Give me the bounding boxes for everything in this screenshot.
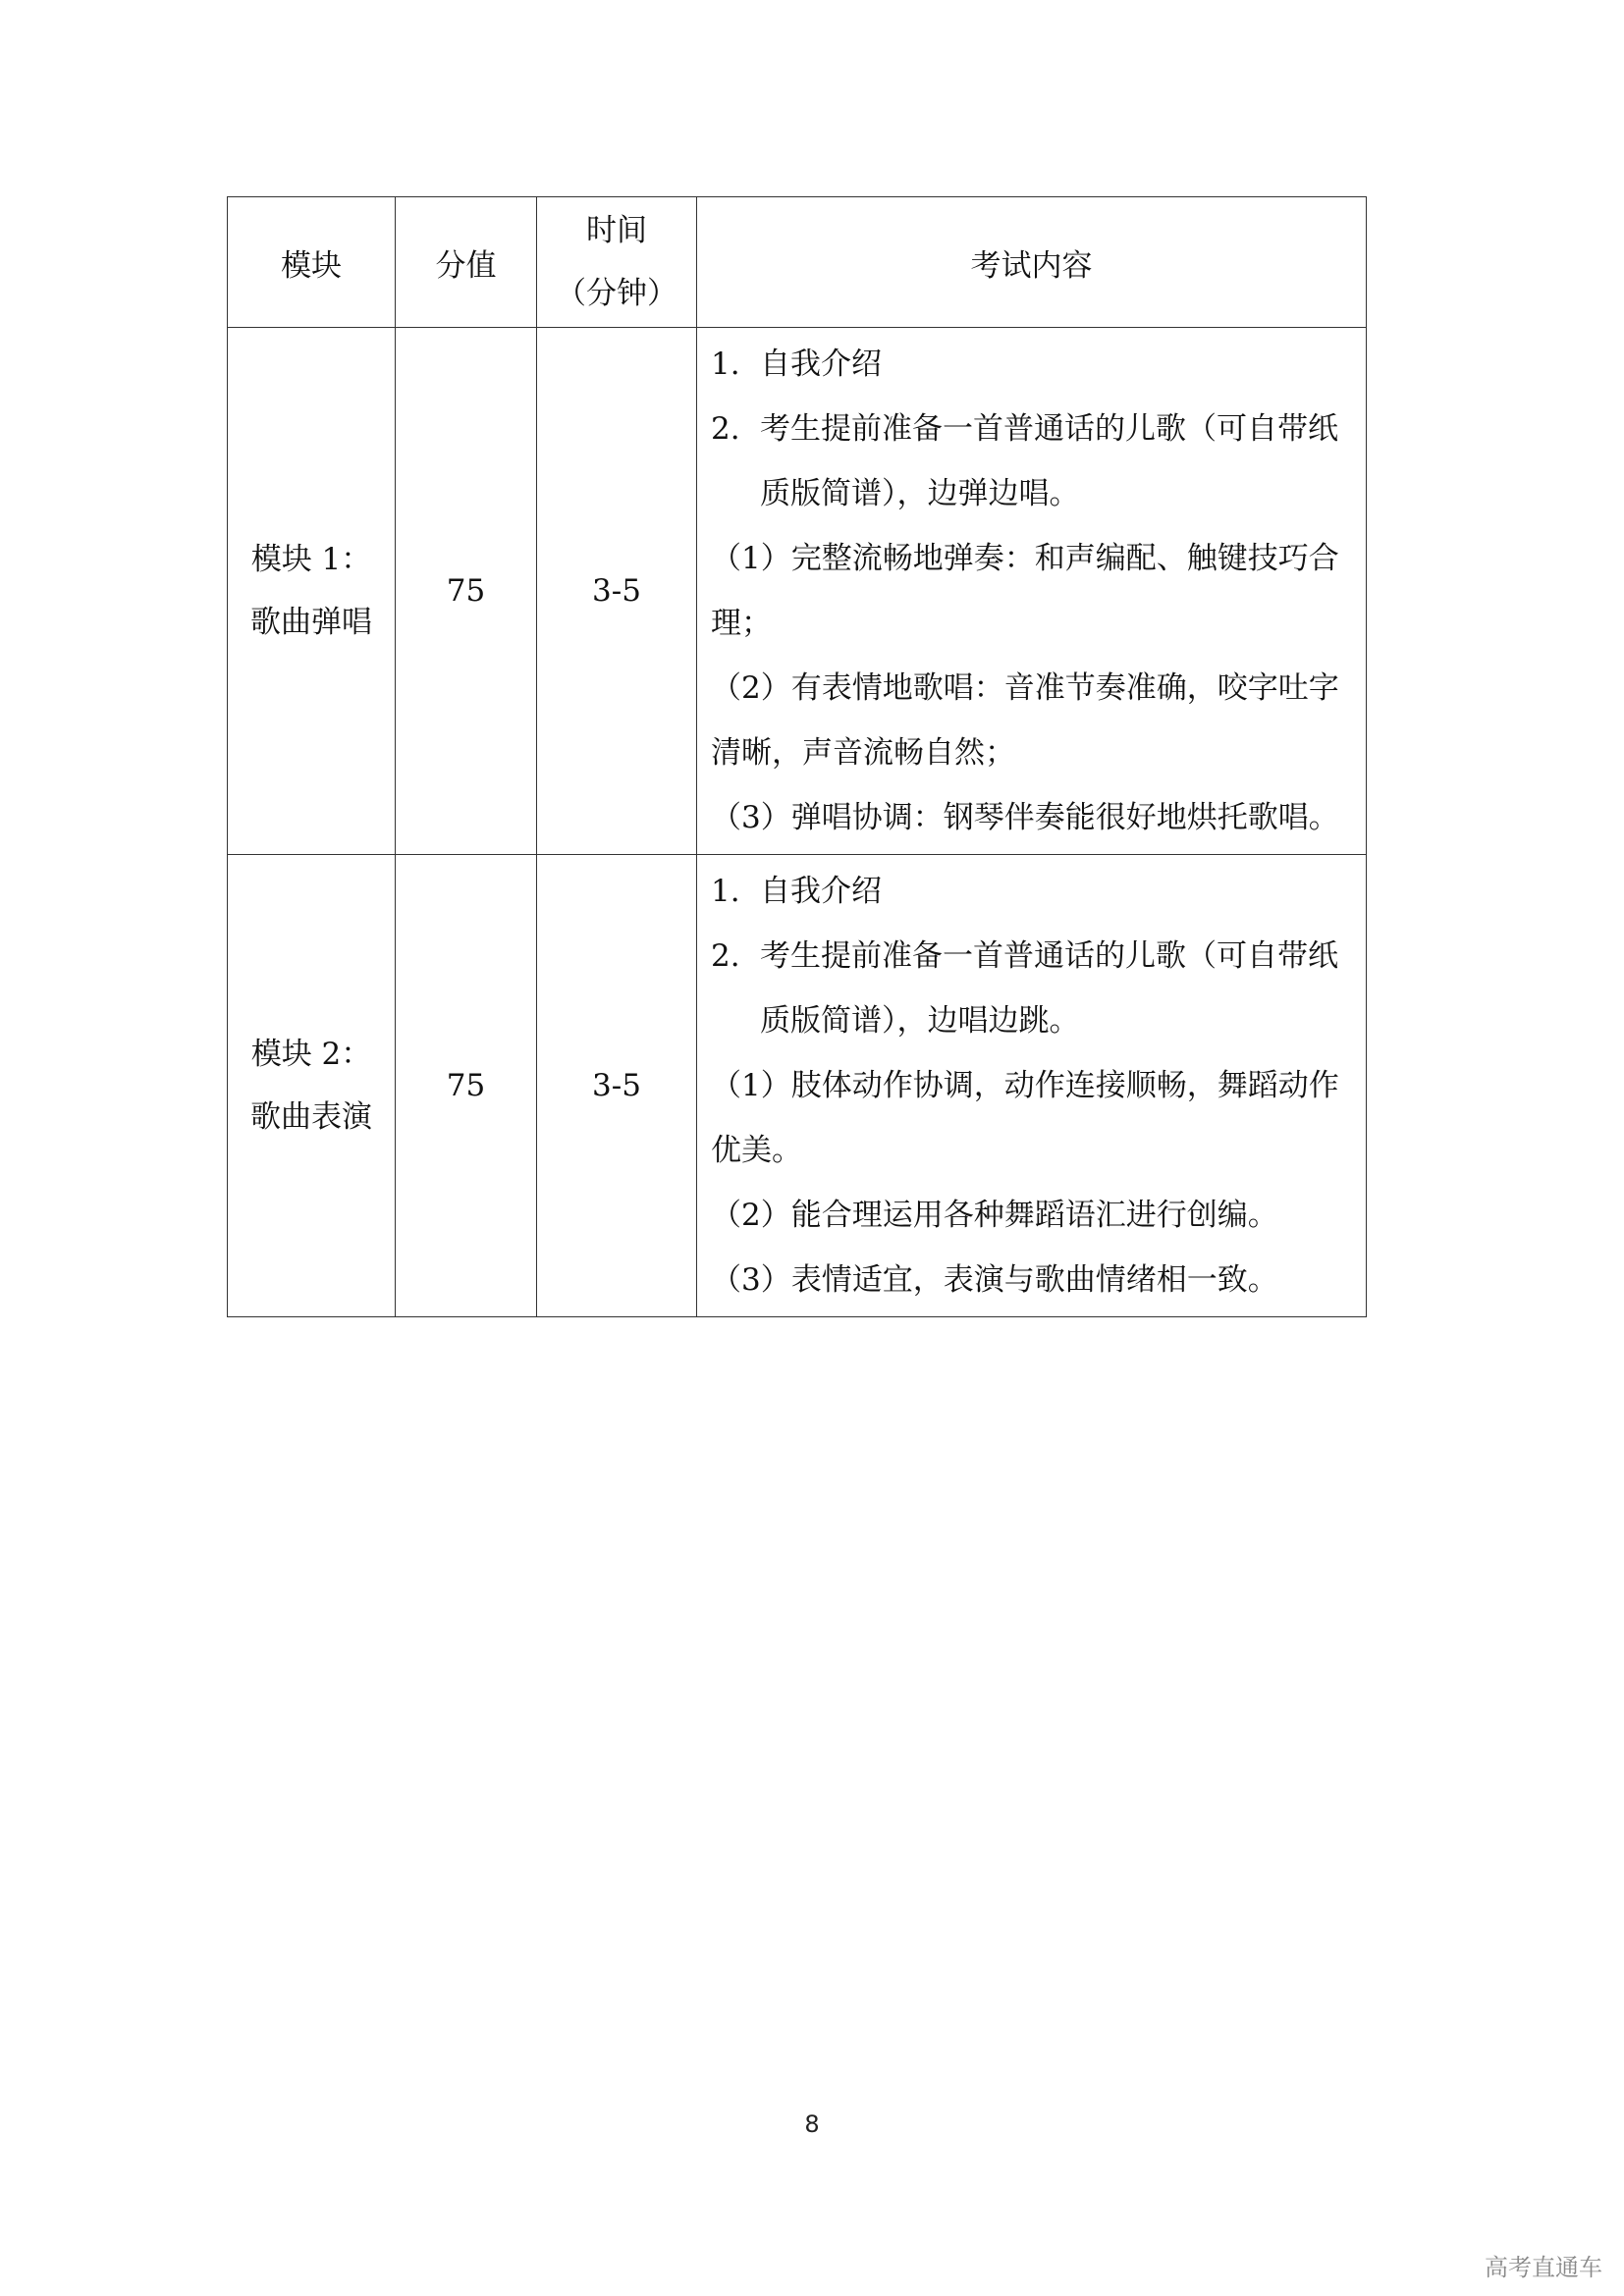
score-cell: 75 bbox=[396, 855, 537, 1317]
content-item bbox=[711, 397, 1352, 526]
content-detail: （2）有表情地歌唱：音准节奏准确，咬字吐字清晰，声音流畅自然； bbox=[711, 670, 1339, 771]
time-cell: 3-5 bbox=[537, 855, 697, 1317]
module-name-line1: 模块 2： bbox=[250, 1037, 372, 1072]
table-row bbox=[228, 855, 1367, 1317]
table-header-row bbox=[228, 197, 1367, 328]
content-item bbox=[711, 332, 1352, 397]
content-detail: （3）表情适宜，表演与歌曲情绪相一致。 bbox=[711, 1262, 1278, 1298]
content-item bbox=[711, 859, 1352, 924]
table-row bbox=[228, 328, 1367, 855]
item-text: 考生提前准备一首普通话的儿歌（可自带纸质版简谱），边唱边跳。 bbox=[760, 938, 1338, 1039]
module-name-line2: 歌曲弹唱 bbox=[250, 605, 372, 640]
module-name-line1: 模块 1： bbox=[250, 542, 372, 577]
header-time bbox=[537, 197, 697, 328]
page-number: 8 bbox=[804, 2110, 820, 2138]
score-cell: 75 bbox=[396, 328, 537, 855]
item-text: 自我介绍 bbox=[760, 347, 882, 382]
watermark-text: 高考直通车 bbox=[1485, 2254, 1602, 2281]
module-name-line2: 歌曲表演 bbox=[250, 1099, 372, 1135]
item-number: 1. bbox=[711, 347, 740, 382]
time-cell: 3-5 bbox=[537, 328, 697, 855]
item-number: 2. bbox=[711, 938, 740, 974]
exam-content-table bbox=[227, 196, 1367, 1317]
content-detail: （2）能合理运用各种舞蹈语汇进行创编。 bbox=[711, 1198, 1278, 1233]
module-cell bbox=[228, 328, 396, 855]
content-detail: （1）肢体动作协调，动作连接顺畅，舞蹈动作优美。 bbox=[711, 1068, 1339, 1168]
content-cell bbox=[697, 328, 1367, 855]
header-module: 模块 bbox=[228, 197, 396, 328]
header-score: 分值 bbox=[396, 197, 537, 328]
item-text: 自我介绍 bbox=[760, 874, 882, 909]
item-number: 1. bbox=[711, 874, 740, 909]
header-content: 考试内容 bbox=[697, 197, 1367, 328]
content-item bbox=[711, 924, 1352, 1053]
content-detail: （1）完整流畅地弹奏：和声编配、触键技巧合理； bbox=[711, 541, 1339, 641]
header-time-line1: 时间 bbox=[586, 213, 647, 248]
content-cell bbox=[697, 855, 1367, 1317]
header-time-line2: （分钟） bbox=[556, 276, 677, 311]
item-text: 考生提前准备一首普通话的儿歌（可自带纸质版简谱），边弹边唱。 bbox=[760, 411, 1338, 511]
item-number: 2. bbox=[711, 411, 740, 447]
module-cell bbox=[228, 855, 396, 1317]
content-detail: （3）弹唱协调：钢琴伴奏能很好地烘托歌唱。 bbox=[711, 800, 1339, 835]
